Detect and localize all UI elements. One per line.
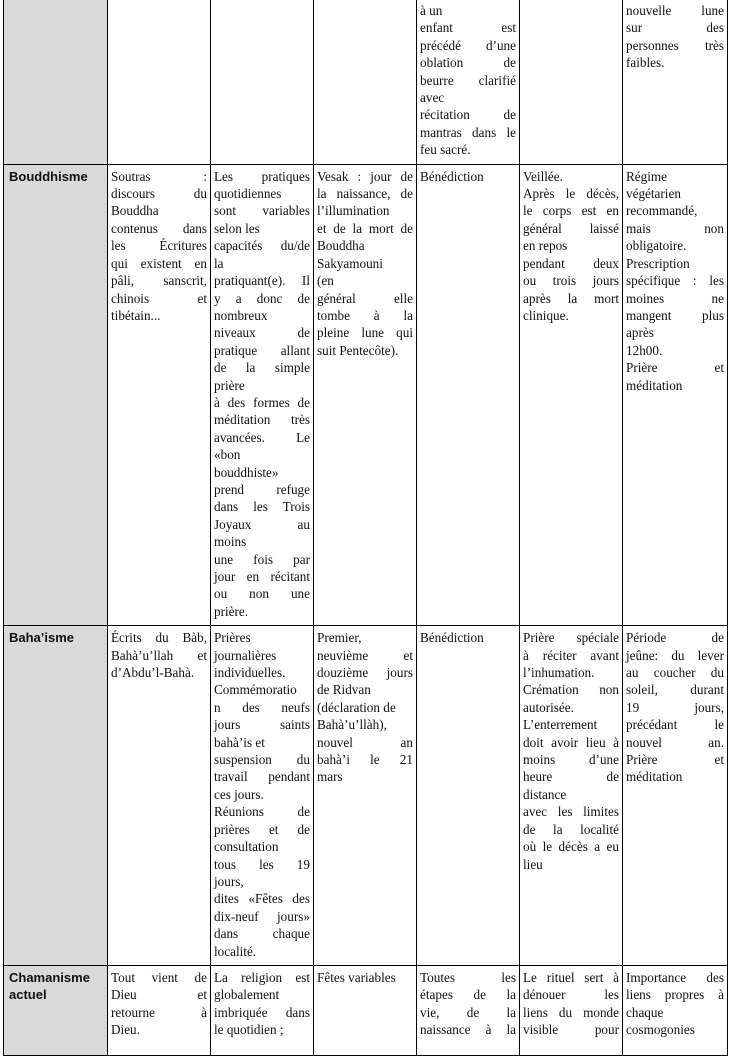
cell-text-line: méditation très <box>214 412 310 428</box>
cell-text-line: avancées. Le <box>214 429 310 445</box>
table-cell <box>314 626 417 966</box>
table-cell <box>520 965 623 1055</box>
table-cell <box>314 965 417 1055</box>
cell-text-line: suspension du <box>214 752 310 768</box>
table-cell <box>520 164 623 626</box>
cell-text-line: sur des <box>626 20 724 36</box>
cell-text-line: chinois et <box>111 290 207 306</box>
cell-text-line: travail pendant <box>214 769 310 785</box>
cell-text-line: lieu <box>523 856 543 872</box>
cell-text-line: capacités du/de <box>214 238 310 254</box>
cell-text-line: nouvelle lune <box>626 3 724 18</box>
cell-text-line: moins d’une <box>523 752 619 768</box>
cell-text-line: général laissé <box>523 220 619 236</box>
table-cell <box>314 0 417 164</box>
table-cell <box>417 965 520 1055</box>
cell-text-line: enfant est <box>420 20 516 36</box>
cell-text-line: Écrits du Bàb, <box>111 630 207 646</box>
table-cell <box>211 0 314 164</box>
cell-text-line: à un <box>420 3 443 18</box>
cell-text-line: liens propres à <box>626 987 724 1003</box>
cell-text-line: Importance des <box>626 969 724 985</box>
cell-text-line: Prières <box>214 630 251 646</box>
cell-text-line: 19 jours, <box>626 699 724 715</box>
table-cell <box>623 164 728 626</box>
cell-text-line: pendant deux <box>523 255 619 271</box>
cell-text-line: tibétain... <box>111 307 161 323</box>
cell-text-line: de la localité <box>523 821 619 837</box>
cell-text-line: Dieu et <box>111 987 207 1003</box>
cell-text-line: de Ridvan <box>317 682 371 698</box>
cell-text-line: pratique allant <box>214 342 310 358</box>
table-cell <box>623 0 728 164</box>
cell-text-line: végétarien <box>626 186 681 202</box>
cell-text-line: d’Abdu’l-Bahà. <box>111 665 195 681</box>
table-cell <box>108 965 211 1055</box>
cell-text-line: pleine lune qui <box>317 325 413 341</box>
table-row <box>4 164 728 626</box>
cell-text-line: à réciter avant <box>523 647 619 663</box>
cell-text-line: Bouddha <box>111 203 159 219</box>
cell-text-line: mais non <box>626 220 724 236</box>
table-cell <box>211 965 314 1055</box>
cell-text-line: (en <box>317 273 334 289</box>
cell-text-line: dénouer les <box>523 987 619 1003</box>
cell-text-line: contenus dans <box>111 220 207 236</box>
cell-text-line: L’enterrement <box>523 717 598 733</box>
cell-text-line: qui existent en <box>111 255 207 271</box>
cell-text-line: Le rituel sert à <box>523 969 619 985</box>
cell-text-line: Joyaux au <box>214 516 310 532</box>
cell-text-line: retourne à <box>111 1004 207 1020</box>
cell-text-line: bouddhiste» <box>214 464 279 480</box>
cell-text-line: de la simple <box>214 360 310 376</box>
cell-text-line: méditation <box>626 377 683 393</box>
cell-text-line: journalières <box>214 647 277 663</box>
cell-text-line: Prière et <box>626 752 724 768</box>
cell-text-line: Prière spéciale <box>523 630 619 646</box>
cell-text-line: localité. <box>214 943 257 959</box>
cell-text-line: Crémation non <box>523 682 619 698</box>
cell-text-line: précédé d’une <box>420 37 516 53</box>
table-cell <box>520 626 623 966</box>
cell-text-line: après la mort <box>523 290 619 306</box>
table-row <box>4 626 728 966</box>
cell-text-line: n des neufs <box>214 699 310 715</box>
cell-text-line: Commémoratio <box>214 682 297 698</box>
religion-name-cell: Baha’isme <box>4 626 108 966</box>
cell-text-line: suit Pentecôte). <box>317 342 399 358</box>
cell-text-line: Sakyamouni <box>317 255 383 271</box>
table-row <box>4 965 728 1055</box>
cell-text-line: visible pour <box>523 1022 619 1038</box>
table-cell <box>417 626 520 966</box>
cell-text-line: avec les limites <box>523 804 619 820</box>
cell-text-line: chaque <box>626 1004 664 1020</box>
cell-text-line: bahà’is et <box>214 734 265 750</box>
cell-text-line: tous les 19 <box>214 856 310 872</box>
cell-text-line: liens du monde <box>523 1004 619 1020</box>
table-cell <box>108 0 211 164</box>
cell-text-line: moines ne <box>626 290 724 306</box>
cell-text-line: doit avoir lieu à <box>523 734 619 750</box>
cell-text-line: Premier, <box>317 630 362 646</box>
table-cell <box>623 626 728 966</box>
cell-text-line: général elle <box>317 290 413 306</box>
cell-text-line: bahà’i le 21 <box>317 752 413 768</box>
religion-name-cell: Bouddhisme <box>4 164 108 626</box>
cell-text-line: imbriquée dans <box>214 1004 310 1020</box>
cell-text-line: pratiquant(e). Il <box>214 273 310 289</box>
cell-text-line: à des formes de <box>214 394 310 410</box>
cell-text-line: au coucher du <box>626 665 724 681</box>
cell-text-line: mantras dans le <box>420 124 516 140</box>
cell-text-line: Prière et <box>626 360 724 376</box>
cell-text-line: et de la mort de <box>317 220 413 236</box>
cell-text-line: cosmogonies <box>626 1022 695 1038</box>
cell-text-line: tombe à la <box>317 307 413 323</box>
cell-text-line: le quotidien ; <box>214 1022 284 1038</box>
cell-text-line: Soutras : <box>111 168 207 184</box>
cell-text-line: mangent plus <box>626 307 724 323</box>
cell-text-line: nouvel an. <box>626 734 724 750</box>
cell-text-line: globalement <box>214 987 280 1003</box>
cell-text-line: l’inhumation. <box>523 665 595 681</box>
cell-text-line: jours, <box>214 873 244 889</box>
table-cell <box>211 164 314 626</box>
cell-text-line: beurre clarifié <box>420 72 516 88</box>
cell-text-line: Bahà’u’llàh), <box>317 717 387 733</box>
cell-text-line: ou trois jours <box>523 273 619 289</box>
cell-text-line: distance <box>523 786 567 802</box>
cell-text-line: méditation <box>626 769 683 785</box>
cell-text-line: jours saints <box>214 717 310 733</box>
cell-text-line: récitation de <box>420 107 516 123</box>
cell-text-line: les Écritures <box>111 238 207 254</box>
cell-text-line: Bahà’u’llah et <box>111 647 207 663</box>
cell-text-line: sont variables <box>214 203 310 219</box>
cell-text-line: Tout vient de <box>111 969 207 985</box>
religion-name-cell <box>4 0 108 164</box>
cell-text-line: selon les <box>214 220 260 236</box>
table-cell <box>417 0 520 164</box>
cell-text-line: La religion est <box>214 969 310 985</box>
cell-text-line: dix-neuf jours» <box>214 908 310 924</box>
cell-text-line: mars <box>317 769 343 785</box>
cell-text-line: après <box>626 325 654 341</box>
cell-text-line: nombreux <box>214 307 268 323</box>
cell-text-line: heure de <box>523 769 619 785</box>
cell-text-line: niveaux de <box>214 325 310 341</box>
cell-text-line: en repos <box>523 238 568 254</box>
cell-text-line: prière <box>214 377 245 393</box>
cell-text-line: personnes très <box>626 37 724 53</box>
cell-text-line: 12h00. <box>626 342 663 358</box>
table-cell <box>417 164 520 626</box>
cell-text-line: Réunions de <box>214 804 310 820</box>
cell-text-line: Bénédiction <box>420 168 484 184</box>
cell-text-line: Toutes les <box>420 969 516 985</box>
cell-text-line: pâli, sanscrit, <box>111 273 207 289</box>
cell-text-line: dites «Fêtes des <box>214 891 310 907</box>
cell-text-line: ou non une <box>214 586 310 602</box>
cell-text-line: jour en récitant <box>214 569 310 584</box>
cell-text-line: le corps est en <box>523 203 619 219</box>
cell-text-line: Bénédiction <box>420 630 484 646</box>
cell-text-line: prend refuge <box>214 481 310 497</box>
cell-text-line: où le décès a eu <box>523 839 619 855</box>
table-cell <box>211 626 314 966</box>
cell-text-line: discours du <box>111 186 207 202</box>
cell-text-line: nouvel an <box>317 734 413 750</box>
cell-text-line: l’illumination <box>317 203 390 219</box>
cell-text-line: y a donc de <box>214 290 310 306</box>
table-cell <box>108 164 211 626</box>
cell-text-line: Prescription <box>626 255 690 271</box>
cell-text-line: prières et de <box>214 821 310 837</box>
cell-text-line: la <box>214 255 224 271</box>
cell-text-line: une fois par <box>214 551 310 567</box>
table-cell <box>314 164 417 626</box>
cell-text-line: dans chaque <box>214 926 310 942</box>
cell-text-line: précédant le <box>626 717 724 733</box>
cell-text-line: Dieu. <box>111 1022 140 1038</box>
cell-text-line: jeûne: du lever <box>626 647 724 663</box>
cell-text-line: obligatoire. <box>626 238 687 254</box>
cell-text-line: Fêtes variables <box>317 969 396 985</box>
cell-text-line: individuelles. <box>214 665 286 681</box>
cell-text-line: faibles. <box>626 55 665 71</box>
cell-text-line: la naissance, de <box>317 186 413 202</box>
table-cell <box>623 965 728 1055</box>
cell-text-line: autorisée. <box>523 699 574 715</box>
cell-text-line: quotidiennes <box>214 186 282 202</box>
cell-text-line: clinique. <box>523 307 569 323</box>
cell-text-line: «bon <box>214 447 241 463</box>
cell-text-line: Veillée. <box>523 168 563 184</box>
cell-text-line: spécifique : les <box>626 273 724 289</box>
cell-text-line: Bouddha <box>317 238 365 254</box>
cell-text-line: Vesak : jour de <box>317 168 413 184</box>
cell-text-line: prière. <box>214 603 249 619</box>
religion-name-cell: Chamanisme actuel <box>4 965 108 1055</box>
cell-text-line: Période de <box>626 630 724 646</box>
cell-text-line: Après le décès, <box>523 186 619 202</box>
cell-text-line: avec <box>420 90 445 106</box>
cell-text-line: consultation <box>214 839 279 855</box>
table-cell <box>520 0 623 164</box>
cell-text-line: oblation de <box>420 55 516 71</box>
cell-text-line: dans les Trois <box>214 499 310 515</box>
cell-text-line: étapes de la <box>420 987 516 1003</box>
cell-text-line: Régime <box>626 168 668 184</box>
table-row <box>4 0 728 164</box>
cell-text-line: (déclaration de <box>317 699 396 715</box>
table-cell <box>108 626 211 966</box>
cell-text-line: naissance à la <box>420 1022 516 1038</box>
cell-text-line: ces jours. <box>214 786 264 802</box>
cell-text-line: feu sacré. <box>420 142 471 158</box>
cell-text-line: soleil, durant <box>626 682 724 698</box>
religions-table <box>3 0 728 1056</box>
cell-text-line: vie, de la <box>420 1004 516 1020</box>
cell-text-line: douzième jours <box>317 665 413 681</box>
cell-text-line: Les pratiques <box>214 168 310 184</box>
cell-text-line: recommandé, <box>626 203 698 219</box>
cell-text-line: neuvième et <box>317 647 413 663</box>
cell-text-line: moins <box>214 534 247 550</box>
